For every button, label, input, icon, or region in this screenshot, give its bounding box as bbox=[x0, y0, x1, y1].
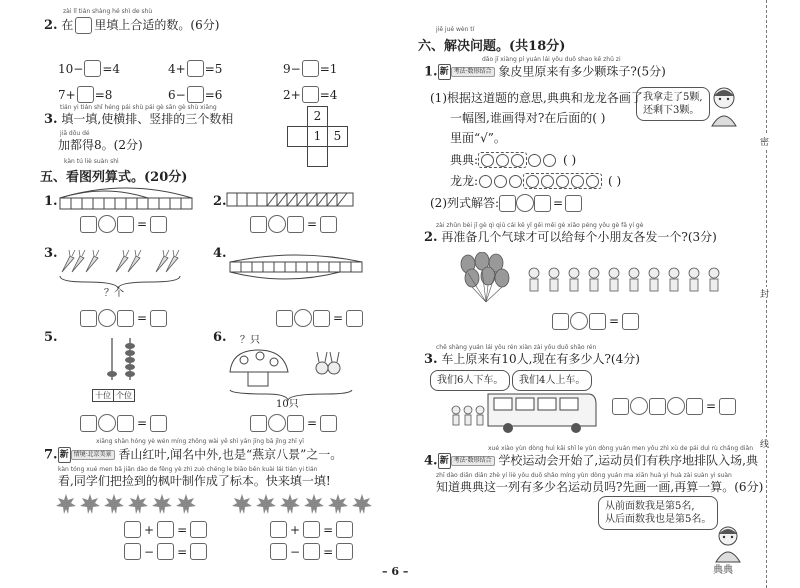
q7-pinyin-1: xiāng shān hóng yè wén míng zhōng wài yě shì yān jīng bā jǐng zhī yī bbox=[96, 438, 304, 445]
answer-box[interactable] bbox=[534, 195, 551, 212]
answer-box[interactable] bbox=[250, 415, 267, 432]
diandian-dashed-group bbox=[478, 152, 527, 168]
answer-box[interactable] bbox=[80, 310, 97, 327]
q3-cross-grid bbox=[287, 106, 347, 166]
seal-char-feng: 封 bbox=[760, 287, 769, 300]
p3-pinyin: chē shàng yuán lái yǒu rén xiàn zài yǒu duō shǎo rén bbox=[436, 344, 597, 351]
s5-q3-number: 3. bbox=[44, 246, 58, 261]
operator-circle[interactable] bbox=[630, 397, 648, 415]
p4-text-1: 学校运动会开始了,运动员们有秩序地排队入场,典 bbox=[498, 453, 758, 468]
operator-circle[interactable] bbox=[667, 397, 685, 415]
answer-box[interactable] bbox=[77, 86, 94, 103]
q2-answer-row: = bbox=[250, 215, 337, 233]
answer-box[interactable] bbox=[190, 521, 207, 538]
q2-pinyin: zài lǐ tián shàng hé shì de shù bbox=[63, 8, 153, 15]
answer-box[interactable] bbox=[552, 313, 569, 330]
answer-box[interactable] bbox=[612, 398, 629, 415]
q2-eq-6 bbox=[283, 86, 337, 103]
bus-figure bbox=[448, 388, 598, 436]
eq-left: 2+ bbox=[283, 87, 301, 102]
p4-number: 4. bbox=[424, 453, 438, 469]
q6-unknown-label: ？只 bbox=[240, 335, 260, 346]
operator-circle[interactable] bbox=[268, 215, 286, 233]
q2-eq-4 bbox=[58, 86, 112, 103]
answer-box[interactable] bbox=[499, 195, 516, 212]
operator-circle[interactable] bbox=[268, 414, 286, 432]
cell-left[interactable] bbox=[287, 126, 308, 147]
eq-left: 10− bbox=[58, 61, 84, 76]
operator-circle[interactable] bbox=[294, 309, 312, 327]
op: + bbox=[290, 522, 301, 537]
seal-char-mi: 密 bbox=[760, 135, 769, 148]
answer-box[interactable] bbox=[124, 543, 141, 560]
q3-pinyin-2: jiā dōu dé bbox=[60, 130, 90, 137]
eq-right: =5 bbox=[204, 61, 223, 76]
q2-heading bbox=[44, 17, 219, 34]
bubble-line-1: 我拿走了5颗, bbox=[643, 92, 703, 103]
answer-box[interactable] bbox=[320, 216, 337, 233]
abacus-labels bbox=[92, 389, 135, 402]
p1-pinyin: dǎo jī xiàng pí yuán lái yǒu duō shao kē zhū zi bbox=[482, 56, 621, 63]
abacus-figure bbox=[102, 336, 142, 392]
p1-badge: 考法·数形结合 bbox=[451, 67, 495, 77]
eq-left: 6− bbox=[168, 87, 186, 102]
p4-badge: 考法·数形结合 bbox=[451, 456, 495, 466]
answer-box[interactable] bbox=[157, 543, 174, 560]
answer-box[interactable] bbox=[622, 313, 639, 330]
section5-title: 五、看图列算式。(20分) bbox=[40, 170, 188, 185]
q2-number: 2. bbox=[44, 18, 58, 33]
q6-total-label: 10只 bbox=[276, 399, 299, 410]
longlong-answer[interactable]: ( ) bbox=[608, 174, 622, 188]
q5-answer-row: = bbox=[80, 414, 167, 432]
eq-right: =6 bbox=[204, 87, 223, 102]
op: = bbox=[177, 544, 188, 559]
s5-q5-number: 5. bbox=[44, 330, 58, 345]
answer-box[interactable] bbox=[565, 195, 582, 212]
seal-strip bbox=[748, 0, 800, 588]
cell-right[interactable]: 5 bbox=[327, 126, 348, 147]
s5-pinyin: kàn tú liè suàn shì bbox=[64, 158, 119, 165]
new-tag: 新 bbox=[438, 64, 451, 80]
eq-right: =1 bbox=[319, 61, 338, 76]
new-tag: 新 bbox=[438, 453, 451, 469]
q3-line-2: 加都得8。(2分) bbox=[58, 138, 143, 152]
diandian-label: 典典: bbox=[450, 153, 479, 167]
operator-circle[interactable] bbox=[570, 312, 588, 330]
answer-box[interactable] bbox=[250, 216, 267, 233]
op: − bbox=[290, 544, 301, 559]
diandian-avatar bbox=[710, 524, 746, 564]
eq-left: 7+ bbox=[58, 87, 76, 102]
q2-eq-5 bbox=[168, 86, 222, 103]
answer-box[interactable] bbox=[190, 543, 207, 560]
operator-circle[interactable] bbox=[98, 414, 116, 432]
p3-answer-row: = bbox=[612, 397, 736, 415]
op: = bbox=[177, 522, 188, 537]
answer-box[interactable] bbox=[589, 313, 606, 330]
operator-circle[interactable] bbox=[98, 215, 116, 233]
p2-number: 2. bbox=[424, 230, 438, 245]
s5-q2-number: 2. bbox=[213, 194, 227, 209]
answer-box[interactable] bbox=[336, 521, 353, 538]
q7-line-2: 看,同学们把捡到的枫叶制作成了标本。快来填一填! bbox=[58, 474, 331, 488]
eq-left: 9− bbox=[283, 61, 301, 76]
s5-q1-number: 1. bbox=[44, 194, 58, 209]
q1-segment-figure bbox=[56, 186, 196, 212]
q2-pre: 在 bbox=[61, 18, 74, 32]
p3-heading bbox=[424, 352, 640, 367]
new-tag: 新 bbox=[58, 447, 71, 463]
answer-box[interactable] bbox=[320, 415, 337, 432]
op: − bbox=[144, 544, 155, 559]
s6-pinyin: jiě jué wèn tí bbox=[436, 26, 475, 33]
q2-post: 里填上合适的数。(6分) bbox=[94, 18, 220, 32]
p3-number: 3. bbox=[424, 352, 438, 367]
q2-eq-1 bbox=[58, 60, 120, 77]
q7-eq-3 bbox=[270, 521, 353, 538]
answer-box[interactable] bbox=[124, 521, 141, 538]
answer-box[interactable] bbox=[303, 521, 320, 538]
answer-box[interactable] bbox=[80, 216, 97, 233]
longlong-row bbox=[450, 173, 621, 189]
q7-number: 7. bbox=[44, 447, 58, 463]
q4-bracket-strip bbox=[226, 250, 366, 290]
op: = bbox=[323, 522, 334, 537]
p4-pinyin-2: zhī dào diǎn diǎn zhè yí liè yǒu duō shǎo míng yùn dòng yuán ma xiān huà yi huà zài suàn yi suàn bbox=[436, 472, 732, 479]
p2-pinyin: zài zhǔn bèi jǐ gè qì qiú cái kě yǐ gěi měi gè xiǎo péng yǒu gè fā yí gè bbox=[436, 222, 644, 229]
p3-text: 车上原来有10人,现在有多少人?(4分) bbox=[441, 352, 640, 366]
cell-center[interactable]: 1 bbox=[307, 126, 328, 147]
op: + bbox=[144, 522, 155, 537]
answer-box[interactable] bbox=[303, 543, 320, 560]
p1-sub1-b: 一幅图,谁画得对?在后面的( ) bbox=[450, 111, 606, 125]
p1-text: 象皮里原来有多少颗珠子?(5分) bbox=[498, 64, 666, 79]
s5-q4-number: 4. bbox=[213, 246, 227, 261]
p4-line-2: 知道典典这一列有多少名运动员吗?先画一画,再算一算。(6分) bbox=[436, 480, 764, 494]
q7-pinyin-2: kàn tóng xué men bǎ jiǎn dào de fēng yè zhì zuò chéng le biāo běn kuài lái tián yi tián bbox=[58, 466, 318, 473]
q1-answer-row: = bbox=[80, 215, 167, 233]
ones-label: 个位 bbox=[116, 391, 132, 400]
answer-box[interactable] bbox=[276, 310, 293, 327]
boy-avatar bbox=[706, 84, 742, 128]
p2-answer-row: = bbox=[552, 312, 639, 330]
q7-eq-4 bbox=[270, 543, 353, 560]
answer-box[interactable] bbox=[346, 310, 363, 327]
q3-number: 3. bbox=[44, 112, 58, 127]
p4-pinyin-1: xué xiào yùn dòng huì kāi shǐ le yùn dòng yuán men yǒu zhì xù de pái duì rù chǎng diǎn bbox=[488, 445, 754, 452]
q4-answer-row: = bbox=[276, 309, 363, 327]
eq-right: =8 bbox=[94, 87, 113, 102]
answer-box[interactable] bbox=[302, 60, 319, 77]
answer-box[interactable] bbox=[649, 398, 666, 415]
bubble-line-2: 还剩下3颗。 bbox=[643, 105, 700, 116]
answer-box[interactable] bbox=[313, 310, 330, 327]
q7-text-1: 香山红叶,闻名中外,也是“燕京八景”之一。 bbox=[118, 447, 343, 462]
tens-label: 十位 bbox=[93, 390, 114, 401]
eq-right: =4 bbox=[102, 61, 121, 76]
kids-row-figure bbox=[524, 266, 728, 300]
p1-heading bbox=[424, 64, 666, 80]
answer-box[interactable] bbox=[117, 310, 134, 327]
p1-number: 1. bbox=[424, 64, 438, 80]
p1-sub1-c: 里面“√”。 bbox=[450, 131, 506, 145]
page-number: – 6 – bbox=[382, 565, 409, 578]
q2-crossed-strip bbox=[226, 192, 356, 208]
p4-speech-bubble bbox=[598, 496, 718, 530]
p3-bubble-2: 我们4人上车。 bbox=[512, 370, 592, 391]
p2-text: 再准备几个气球才可以给每个小朋友各发一个?(3分) bbox=[441, 230, 717, 244]
answer-box[interactable] bbox=[80, 415, 97, 432]
answer-box[interactable] bbox=[287, 415, 304, 432]
answer-box[interactable] bbox=[187, 60, 204, 77]
p1-speech-bubble bbox=[636, 87, 710, 121]
maple-leaves bbox=[56, 494, 376, 516]
answer-box[interactable] bbox=[686, 398, 703, 415]
q3-text-1: 填一填,使横排、竖排的三个数相 bbox=[61, 112, 234, 126]
q3-pinyin-1: tián yi tián shǐ héng pái shù pái gè sān gè shù xiāng bbox=[60, 104, 217, 111]
carrots-figure bbox=[56, 242, 186, 290]
q7-eq-2 bbox=[124, 543, 207, 560]
q2-eq-2 bbox=[168, 60, 222, 77]
bubble-line-2: 从后面数我也是第5名。 bbox=[605, 514, 712, 525]
p4-line-1 bbox=[424, 453, 758, 469]
answer-box[interactable] bbox=[150, 216, 167, 233]
p1-sub2-row: (2)列式解答: = bbox=[430, 194, 582, 212]
q7-badge: 情境·北京美景 bbox=[71, 450, 115, 460]
operator-circle[interactable] bbox=[98, 309, 116, 327]
q7-eq-1 bbox=[124, 521, 207, 538]
answer-box[interactable] bbox=[287, 216, 304, 233]
op: = bbox=[323, 544, 334, 559]
answer-box[interactable] bbox=[84, 60, 101, 77]
seal-char-xian: 线 bbox=[760, 437, 769, 450]
q6-answer-row: = bbox=[250, 414, 337, 432]
answer-box[interactable] bbox=[302, 86, 319, 103]
p1-sub1-a: (1)根据这道题的意思,典典和龙龙各画了 bbox=[430, 91, 643, 105]
q3-unknown-label: ？个 bbox=[104, 288, 124, 299]
p3-bubble-1: 我们6人下车。 bbox=[430, 370, 510, 391]
answer-box[interactable] bbox=[270, 543, 287, 560]
cell-bottom[interactable] bbox=[307, 146, 328, 167]
answer-box[interactable] bbox=[336, 543, 353, 560]
answer-box[interactable] bbox=[719, 398, 736, 415]
longlong-label: 龙龙: bbox=[450, 174, 479, 188]
answer-box[interactable] bbox=[150, 310, 167, 327]
answer-box[interactable] bbox=[150, 415, 167, 432]
section6-title: 六、解决问题。(共18分) bbox=[418, 39, 566, 54]
q2-eq-3 bbox=[283, 60, 337, 77]
q3-answer-row: = bbox=[80, 309, 167, 327]
diandian-answer[interactable]: ( ) bbox=[563, 153, 577, 167]
p2-heading bbox=[424, 230, 717, 245]
q7-line-1 bbox=[44, 447, 342, 463]
q3-line-1 bbox=[44, 112, 233, 127]
s5-q6-number: 6. bbox=[213, 330, 227, 345]
answer-box[interactable] bbox=[117, 216, 134, 233]
longlong-dashed-group bbox=[523, 173, 602, 189]
mushroom-figure bbox=[226, 346, 366, 402]
balloons-figure bbox=[458, 252, 514, 304]
diandian-row bbox=[450, 152, 576, 168]
answer-box[interactable] bbox=[75, 17, 92, 34]
answer-box[interactable] bbox=[187, 86, 204, 103]
eq-right: =4 bbox=[319, 87, 338, 102]
cell-top[interactable]: 2 bbox=[307, 106, 328, 127]
bubble-line-1: 从前面数我是第5名, bbox=[605, 501, 695, 512]
operator-circle[interactable] bbox=[516, 194, 534, 212]
answer-box[interactable] bbox=[157, 521, 174, 538]
eq-left: 4+ bbox=[168, 61, 186, 76]
diandian-name: 典典 bbox=[713, 565, 733, 576]
p1-sub2-label: (2)列式解答: bbox=[430, 196, 500, 210]
answer-box[interactable] bbox=[270, 521, 287, 538]
answer-box[interactable] bbox=[117, 415, 134, 432]
